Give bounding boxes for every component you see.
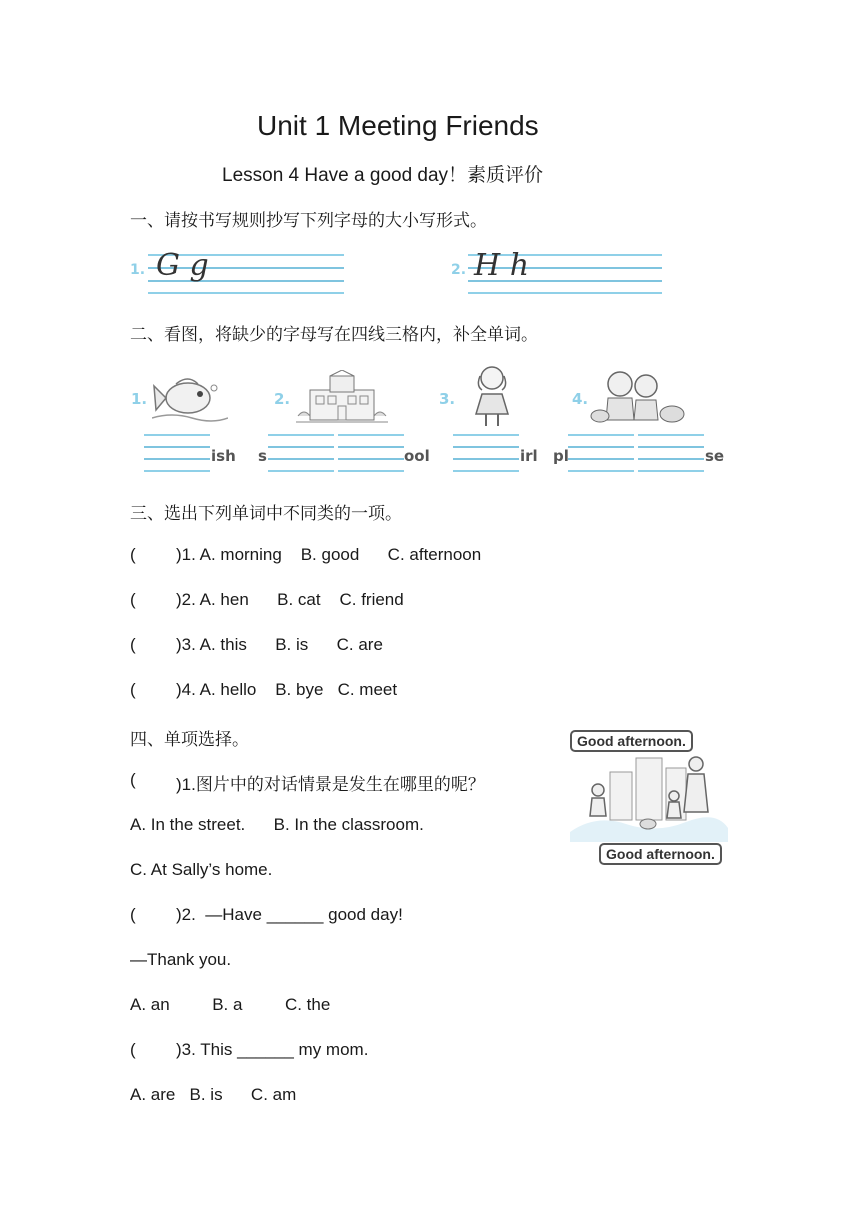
s3-q1-paren: ( [130,545,136,564]
s2-item-3-number: 3. [439,390,456,408]
s2-item-4-lines-b [638,434,704,472]
s2-item-4-suffix: se [705,447,725,465]
s2-item-2-prefix: s [258,447,267,465]
s3-q2-text: )2. A. hen B. cat C. friend [176,590,404,609]
s3-q1-text: )1. A. morning B. good C. afternoon [176,545,482,564]
s3-q4-text: )4. A. hello B. bye C. meet [176,680,398,699]
s2-item-4-lines-a [568,434,634,472]
girl-picture [470,364,514,430]
s4-q2-paren: ( [130,905,136,924]
s2-item-1-number: 1. [131,390,148,408]
speech-bubble-bottom: Good afternoon. [599,843,722,865]
s3-q2-paren: ( [130,590,136,609]
fish-picture [152,374,228,424]
s1-item-2-number: 2. [451,262,467,278]
s2-item-2-lines-a [268,434,334,472]
please-picture [590,368,690,428]
section-2-heading: 二、看图，将缺少的字母写在四线三格内，补全单词。 [130,325,538,345]
lesson-subtitle: Lesson 4 Have a good day！素质评价 [222,165,544,186]
section-4-heading: 四、单项选择。 [130,730,249,750]
s1-item-1-letters: G g [156,248,209,283]
s3-q3-paren: ( [130,635,136,654]
s2-item-3-suffix: irl [520,447,538,465]
s4-q2-text: )2. —Have ______ good day! [176,905,403,924]
s2-item-1-suffix: ish [211,447,236,465]
page-title: Unit 1 Meeting Friends [257,110,539,141]
s2-item-3-lines [453,434,519,472]
s2-item-4-prefix: pl [553,447,569,465]
s3-q4-paren: ( [130,680,136,699]
s4-q1-text: )1.图片中的对话情景是发生在哪里的呢？ [176,775,485,794]
s4-q1-option-c: C. At Sally’s home. [130,860,273,879]
s4-q3-paren: ( [130,1040,136,1059]
s2-item-2-number: 2. [274,390,291,408]
s2-item-4-number: 4. [572,390,589,408]
school-picture [296,370,388,426]
s4-q1-options-ab: A. In the street. B. In the classroom. [130,815,424,834]
speech-bubble-top: Good afternoon. [570,730,693,752]
s1-item-1-number: 1. [130,262,146,278]
s4-q2-reply: —Thank you. [130,950,232,969]
s4-q3-options: A. are B. is C. am [130,1085,297,1104]
s4-q1-paren: ( [130,770,136,789]
s4-q3-text: )3. This ______ my mom. [176,1040,369,1059]
s3-q3-text: )3. A. this B. is C. are [176,635,383,654]
s1-item-2-letters: H h [474,248,530,283]
s4-q2-options: A. an B. a C. the [130,995,331,1014]
s2-item-2-suffix: ool [404,447,430,465]
s2-item-2-lines-b [338,434,404,472]
street-scene-picture [566,744,730,844]
s2-item-1-lines [144,434,210,472]
section-3-heading: 三、选出下列单词中不同类的一项。 [130,504,402,524]
section-1-heading: 一、请按书写规则抄写下列字母的大小写形式。 [130,211,487,231]
